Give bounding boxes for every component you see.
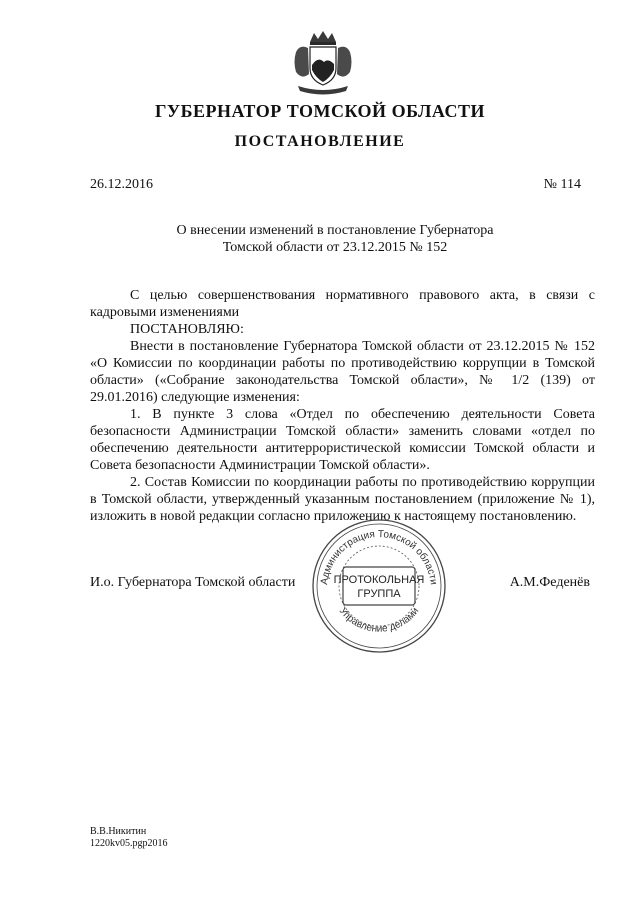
footer-author: В.В.Никитин <box>90 826 147 837</box>
document-subject <box>90 222 580 256</box>
amendment-item-2: 2. Состав Комиссии по координации работы по противодействию коррупции в Томской области, утвержденный указанным постановлением (приложение № 1), изложить в новой редакции согласно приложению к настоящему постановлению. <box>90 475 595 524</box>
document-date: 26.12.2016 <box>90 177 153 192</box>
signer-position: И.о. Губернатора Томской области <box>90 575 296 590</box>
coat-of-arms-emblem <box>290 28 356 98</box>
official-stamp <box>310 517 448 655</box>
stamp-center-line-1: ПРОТОКОЛЬНАЯ <box>333 574 425 586</box>
document-body <box>90 287 595 525</box>
stamp-outer-bottom-text: Управление делами <box>336 605 422 635</box>
footer-file: 1220kv05.pgp2016 <box>90 838 168 849</box>
intro-paragraph: Внести в постановление Губернатора Томской области от 23.12.2015 № 152 «О Комиссии по координации работы по противодействию коррупции в Томской области» («Собрание законодательства Томской области», № 1/2 (139) от 29.01.2016) следующие изменения: <box>90 339 595 405</box>
subject-line: Томской области от 23.12.2015 № 152 <box>222 240 448 255</box>
amendment-item-1: 1. В пункте 3 слова «Отдел по обеспечению деятельности Совета безопасности Администрации Томской области» заменить словами «отдел по обеспечению деятельности антитеррористической комиссии Томской области и Совета безопасности Администрации Томской области». <box>90 407 595 473</box>
signer-name: А.М.Феденёв <box>509 575 590 590</box>
purpose-paragraph: С целью совершенствования нормативного правового акта, в связи с кадровыми изменениями <box>90 288 595 320</box>
subject-line: О внесении изменений в постановление Губернатора <box>176 223 494 238</box>
stamp-outer-top-text: Администрация Томской области <box>319 528 439 586</box>
stamp-center-line-2: ГРУППА <box>357 588 401 600</box>
document-number: № 114 <box>543 177 581 192</box>
svg-text:Управление делами <box>337 606 421 635</box>
issuing-authority: ГУБЕРНАТОР ТОМСКОЙ ОБЛАСТИ <box>154 101 486 121</box>
decree-word: ПОСТАНОВЛЯЮ: <box>130 322 244 337</box>
footer-info <box>90 826 168 850</box>
document-type: ПОСТАНОВЛЕНИЕ <box>234 133 406 150</box>
